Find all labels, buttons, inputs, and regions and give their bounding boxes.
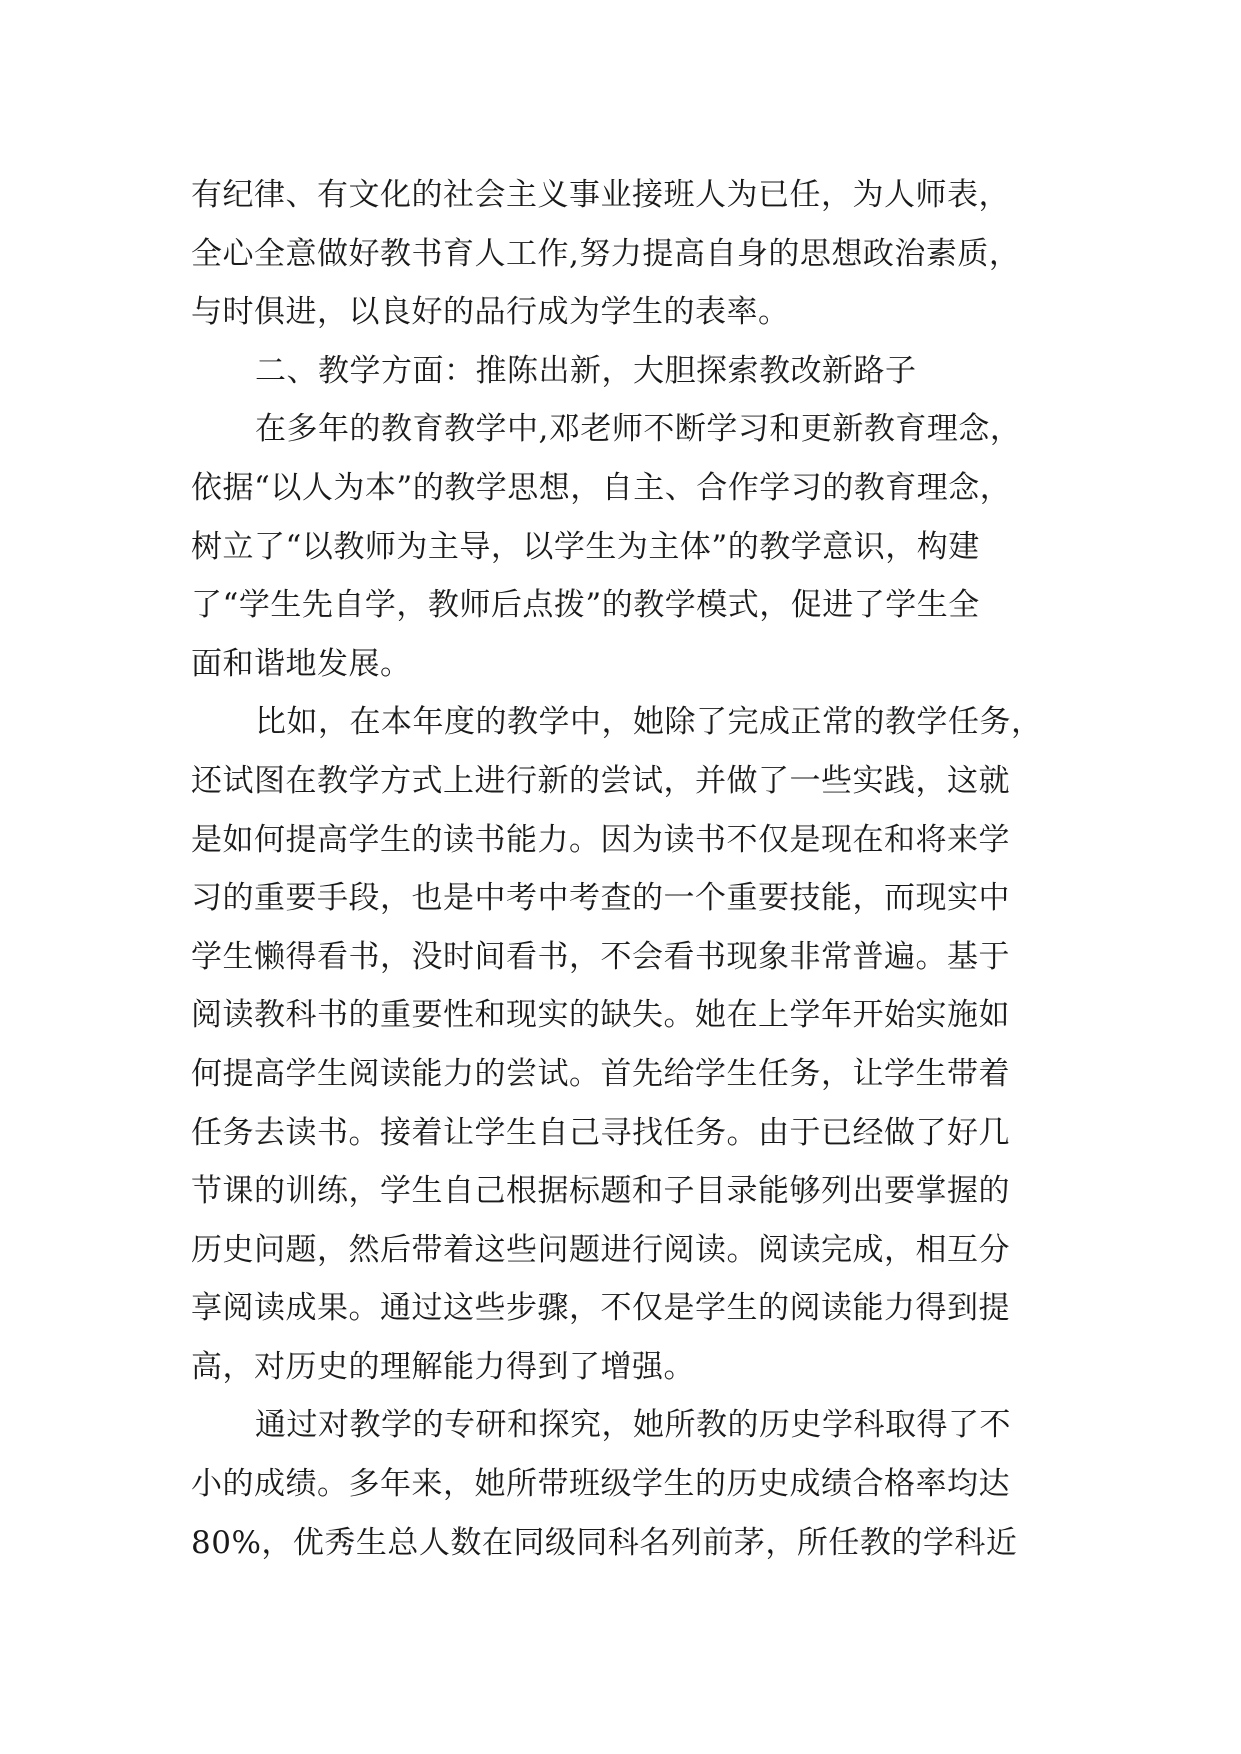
text-line: 面和谐地发展。 — [191, 645, 412, 682]
text-line: 阅读教科书的重要性和现实的缺失。她在上学年开始实施如 — [191, 997, 1010, 1034]
text-line: 与时俱进，以良好的品行成为学生的表率。 — [191, 294, 790, 331]
text-line: 何提高学生阅读能力的尝试。首先给学生任务，让学生带着 — [191, 1055, 1010, 1092]
text-line: 在多年的教育教学中,邓老师不断学习和更新教育理念， — [255, 411, 1022, 448]
text-line: 依据“以人为本”的教学思想，自主、合作学习的教育理念， — [191, 469, 1012, 506]
text-line: 是如何提高学生的读书能力。因为读书不仅是现在和将来学 — [191, 821, 1010, 858]
text-line: 比如，在本年度的教学中，她除了完成正常的教学任务， — [255, 704, 1043, 741]
text-line: 高，对历史的理解能力得到了增强。 — [191, 1348, 695, 1385]
text-line: 了“学生先自学，教师后点拨”的教学模式，促进了学生全 — [191, 587, 980, 624]
text-line: 有纪律、有文化的社会主义事业接班人为已任，为人师表， — [191, 177, 1010, 213]
text-line: 还试图在教学方式上进行新的尝试，并做了一些实践，这就 — [191, 762, 1010, 799]
text-line: 通过对教学的专研和探究，她所教的历史学科取得了不 — [255, 1407, 1011, 1444]
text-line: 80%，优秀生总人数在同级同科名列前茅，所任教的学科近 — [191, 1524, 1018, 1561]
text-line: 节课的训练，学生自己根据标题和子目录能够列出要掌握的 — [191, 1173, 1010, 1210]
text-line: 小的成绩。多年来，她所带班级学生的历史成绩合格率均达 — [191, 1466, 1010, 1503]
text-line: 学生懒得看书，没时间看书，不会看书现象非常普遍。基于 — [191, 938, 1010, 975]
text-line: 全心全意做好教书育人工作,努力提高自身的思想政治素质， — [191, 235, 1021, 272]
text-line: 习的重要手段，也是中考中考查的一个重要技能，而现实中 — [191, 880, 1010, 917]
text-line: 任务去读书。接着让学生自己寻找任务。由于已经做了好几 — [191, 1114, 1010, 1151]
text-line: 享阅读成果。通过这些步骤，不仅是学生的阅读能力得到提 — [191, 1290, 1010, 1327]
text-line: 树立了“以教师为主导，以学生为主体”的教学意识，构建 — [191, 528, 980, 565]
text-line: 历史问题，然后带着这些问题进行阅读。阅读完成，相互分 — [191, 1231, 1010, 1268]
section-heading: 二、教学方面：推陈出新，大胆探索教改新路子 — [255, 352, 917, 389]
document-body — [191, 166, 1051, 1572]
